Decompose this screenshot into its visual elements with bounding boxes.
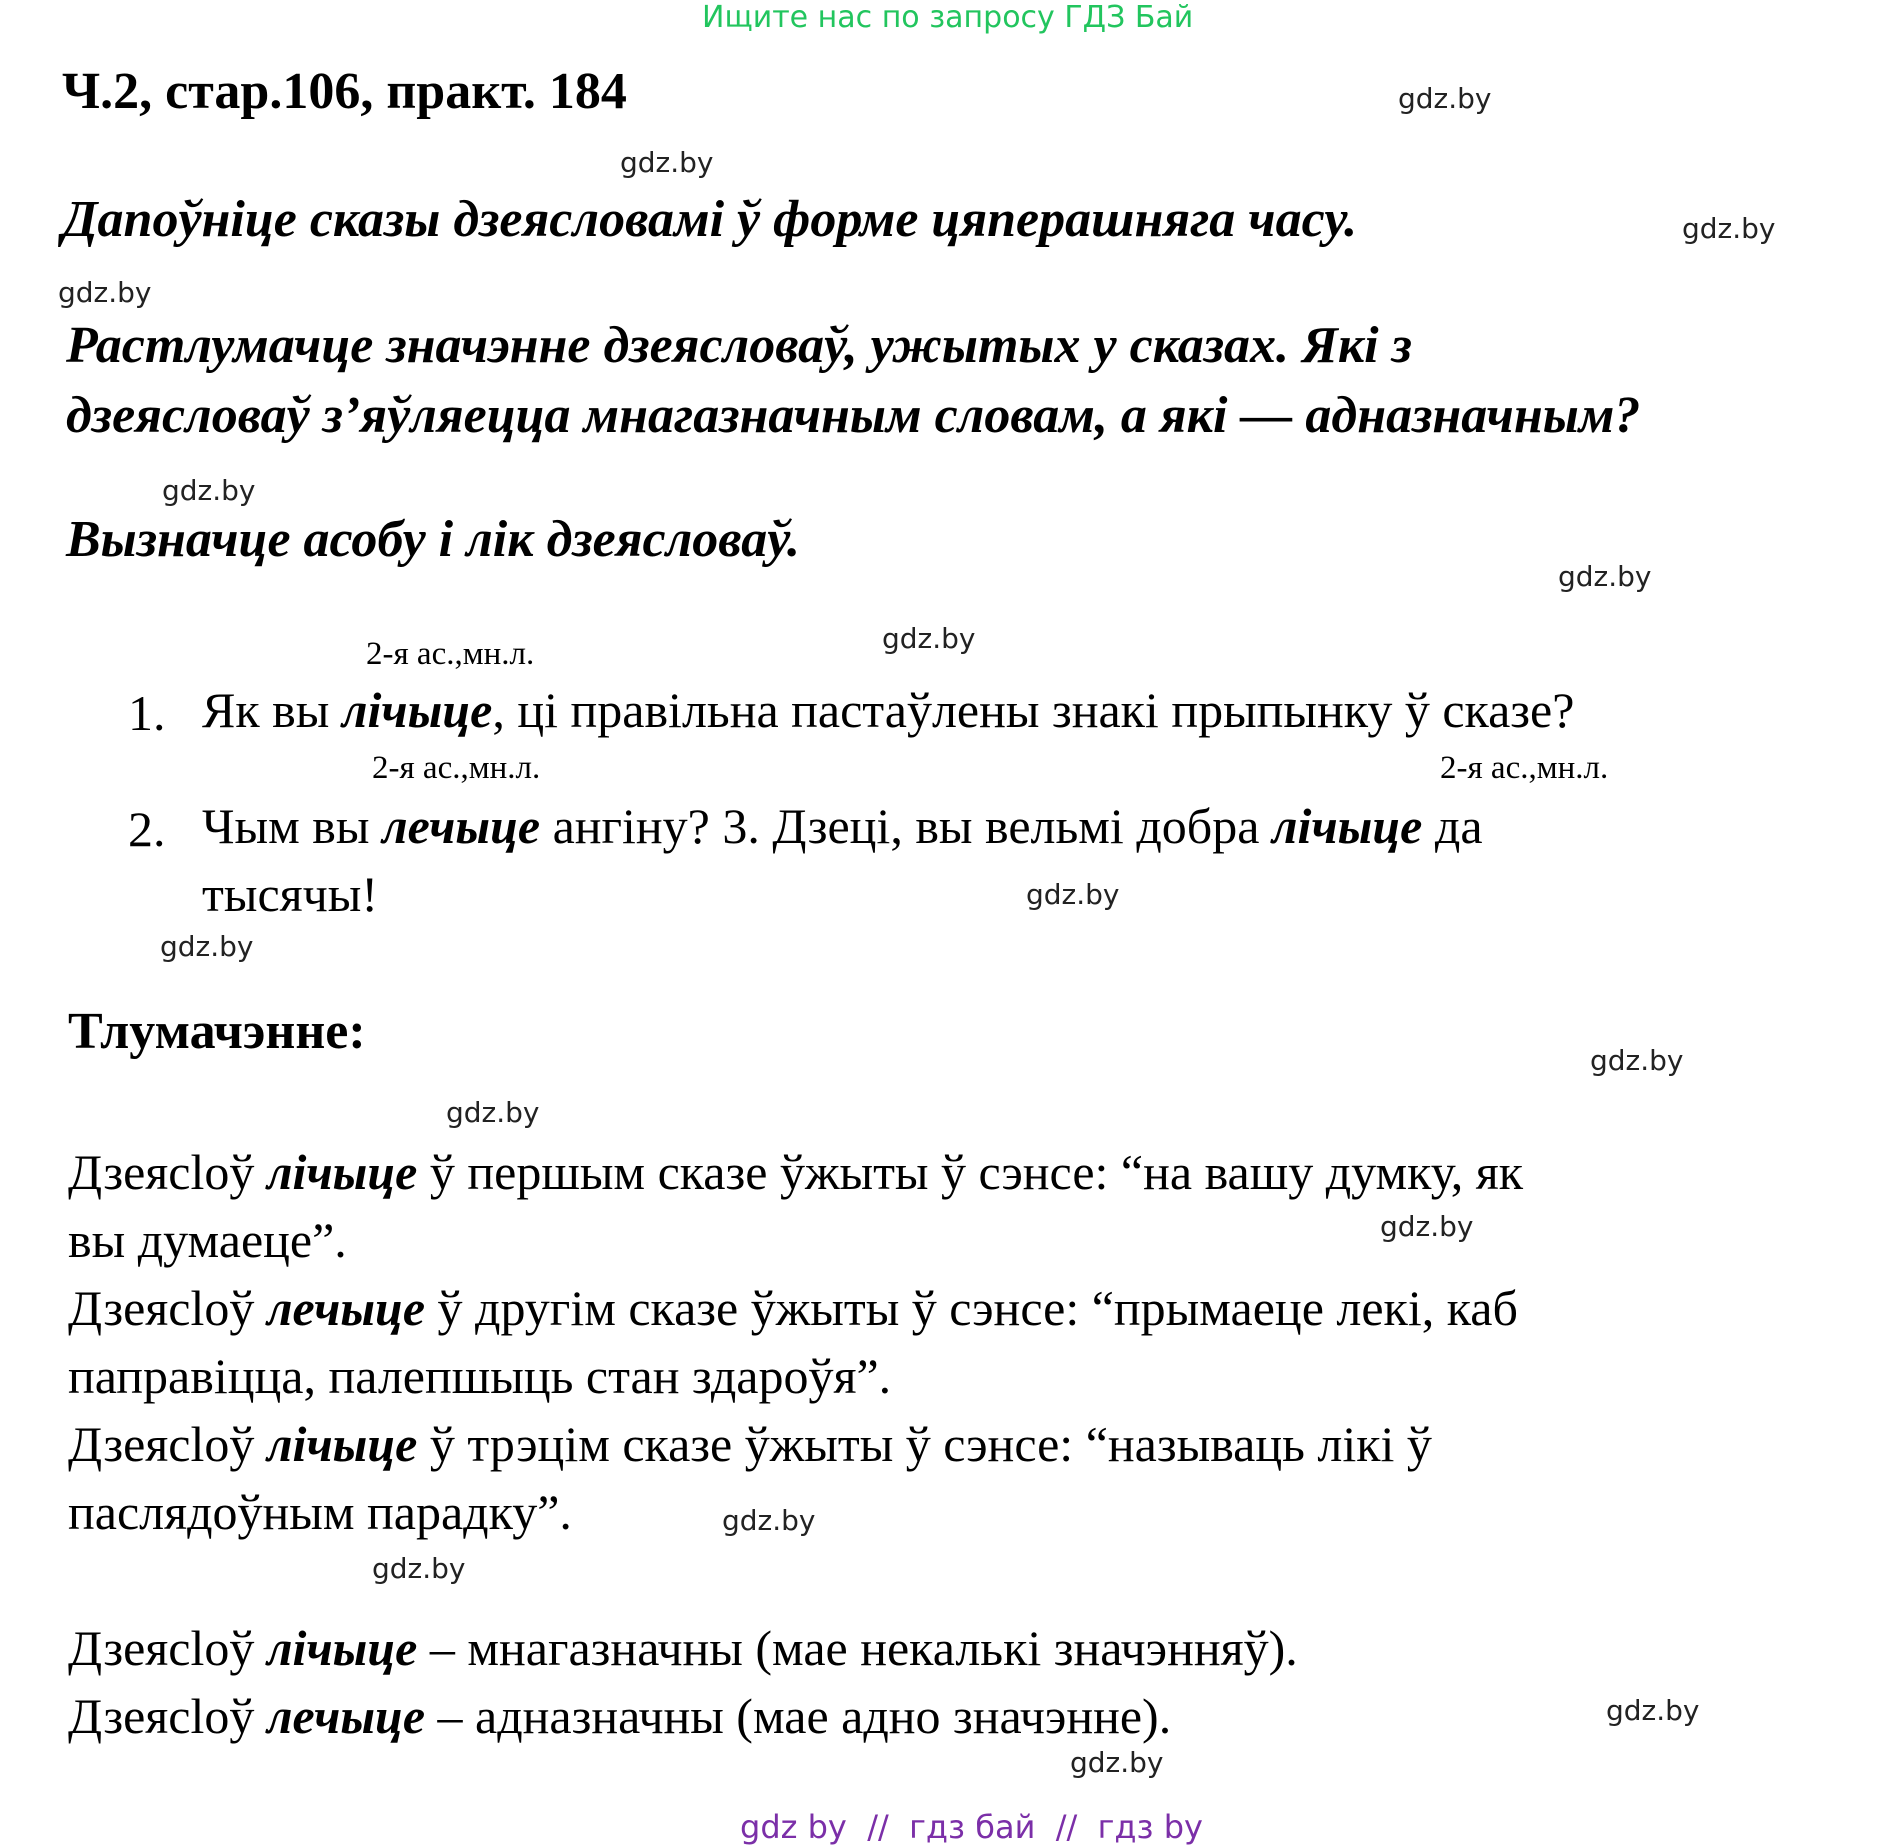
keyword: лічыце [266, 1144, 418, 1200]
explanation-p2-cont: паправіцца, палепшыць стан здароўя”. [68, 1348, 892, 1404]
explanation-p3-cont: паслядоўным парадку”. [68, 1484, 572, 1540]
keyword: лечыце [381, 798, 541, 854]
keyword: лічыце [266, 1416, 418, 1472]
watermark: gdz.by [1026, 878, 1120, 911]
grammar-note: 2-я ас.,мн.л. [1440, 750, 1609, 786]
top-banner: Ищите нас по запросу ГДЗ Бай [702, 0, 1194, 35]
task-line-4: Вызначце асобу і лік дзеясловаў. [66, 511, 800, 568]
watermark: gdz.by [160, 930, 254, 963]
watermark: gdz.by [1558, 560, 1652, 593]
watermark: gdz.by [1398, 82, 1492, 115]
text-span: Дзеясloў [68, 1416, 267, 1472]
text-span: ў другім сказе ўжыты ў сэнсе: “прымаеце лекі, каб [425, 1280, 1518, 1336]
exercise-item-1 [202, 676, 1574, 744]
keyword: лечыце [266, 1688, 426, 1744]
keyword: лечыце [266, 1280, 426, 1336]
watermark: gdz.by [722, 1504, 816, 1537]
explanation-p1-cont: вы думаеце”. [68, 1212, 347, 1268]
keyword: лічыце [266, 1620, 418, 1676]
watermark: gdz.by [1606, 1694, 1700, 1727]
text-span: да [1422, 798, 1483, 854]
keyword: лічыце [1271, 798, 1423, 854]
conclusion-2 [68, 1682, 1171, 1750]
list-number: 1. [128, 685, 166, 741]
watermark: gdz.by [1380, 1210, 1474, 1243]
conclusion-1 [68, 1614, 1298, 1682]
task-line-1: Дапоўніце сказы дзеясловамі ў форме цяперашняга часу. [62, 191, 1358, 248]
watermark: gdz.by [446, 1096, 540, 1129]
list-number: 2. [128, 801, 166, 857]
explanation-p3 [68, 1410, 1432, 1478]
bottom-banner: gdz by // гдз бай // гдз by [740, 1808, 1203, 1846]
exercise-item-2 [202, 792, 1483, 860]
keyword: лічыце [341, 682, 493, 738]
watermark: gdz.by [1590, 1044, 1684, 1077]
watermark: gdz.by [372, 1552, 466, 1585]
watermark: gdz.by [882, 622, 976, 655]
watermark: gdz.by [1682, 212, 1776, 245]
exercise-item-2-cont: тысячы! [202, 866, 379, 922]
task-line-2: Растлумачце значэнне дзеясловаў, ужытых у сказах. Які з [66, 317, 1412, 374]
text-span: Чым вы [202, 798, 382, 854]
explanation-heading: Тлумачэнне: [68, 1003, 366, 1060]
text-span: Дзеясloў [68, 1620, 267, 1676]
text-span: Дзеясloў [68, 1280, 267, 1336]
watermark: gdz.by [58, 276, 152, 309]
grammar-note: 2-я ас.,мн.л. [366, 636, 535, 672]
watermark: gdz.by [162, 474, 256, 507]
task-line-3: дзеясловаў з’яўляецца мнагазначным словам, а які — адназначным? [66, 387, 1641, 444]
page-title: Ч.2, стар.106, практ. 184 [62, 63, 627, 120]
text-span: – мнагазначны (мае некалькі значэнняў). [417, 1620, 1298, 1676]
watermark: gdz.by [620, 146, 714, 179]
text-span: ангіну? 3. Дзеці, вы вельмі добра [540, 798, 1272, 854]
text-span: Дзеясloў [68, 1688, 267, 1744]
explanation-p2 [68, 1274, 1518, 1342]
watermark: gdz.by [1070, 1746, 1164, 1779]
text-span: Як вы [202, 682, 342, 738]
text-span: Дзеясloў [68, 1144, 267, 1200]
text-span: – адназначны (мае адно значэнне). [425, 1688, 1172, 1744]
text-span: ў першым сказе ўжыты ў сэнсе: “на вашу думку, як [417, 1144, 1524, 1200]
text-span: , ці правільна пастаўлены знакі прыпынку ў сказе? [492, 682, 1575, 738]
explanation-p1 [68, 1138, 1523, 1206]
grammar-note: 2-я ас.,мн.л. [372, 750, 541, 786]
text-span: ў трэцім сказе ўжыты ў сэнсе: “называць лікі ў [417, 1416, 1432, 1472]
